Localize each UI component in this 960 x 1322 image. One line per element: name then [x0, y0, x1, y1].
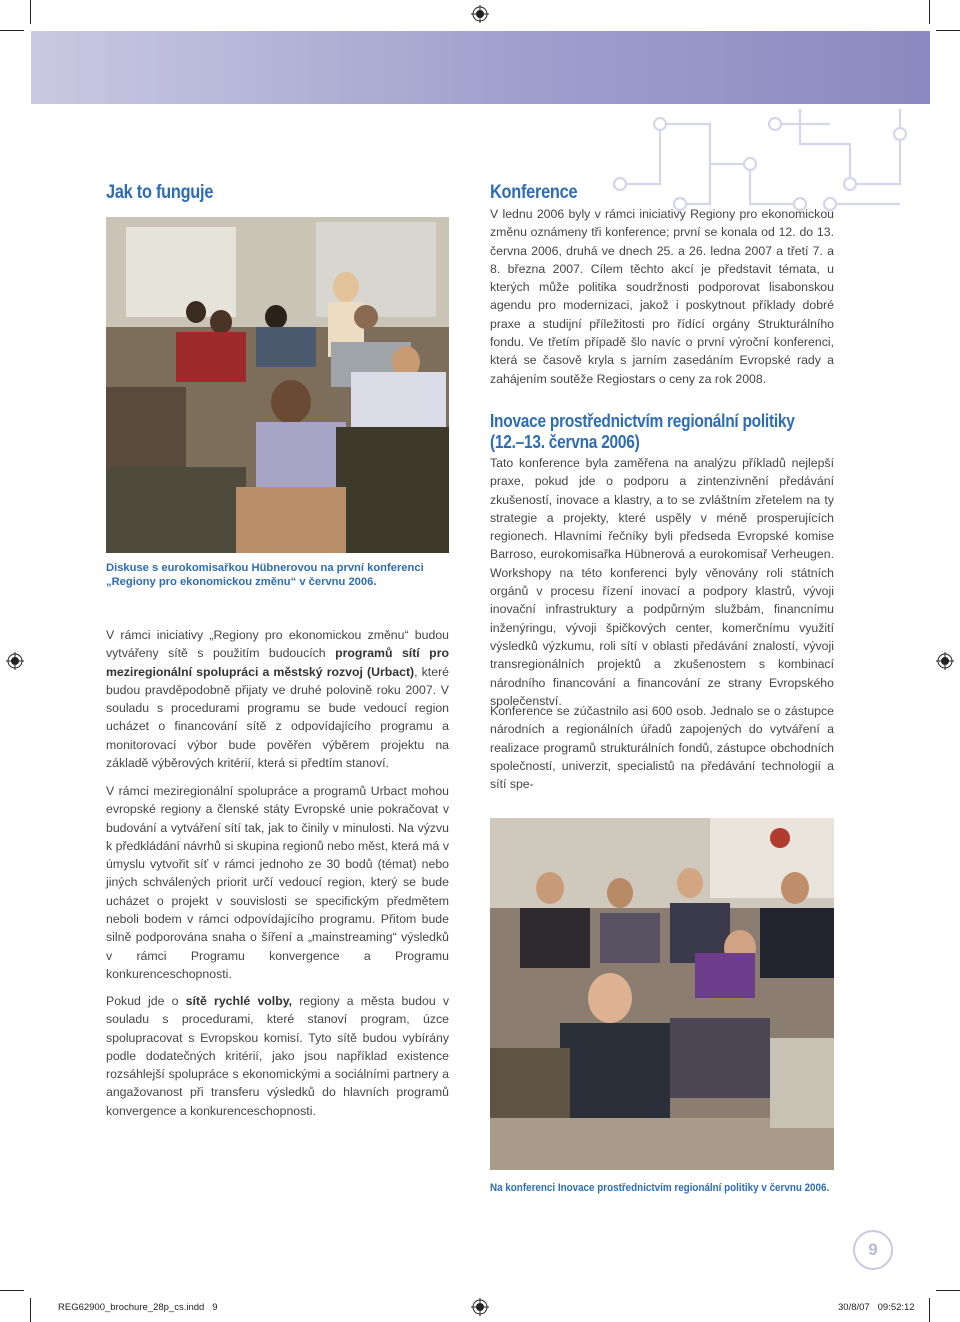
registration-mark-icon	[471, 5, 489, 23]
left-paragraph-1-text-a: V rámci iniciativy „Regiony pro ekonomickou změnu“ budou vytvářeny sítě s použitím budoucích	[106, 628, 449, 661]
left-paragraph-3-text-b: regiony a města budou v souladu s procedurami, které stanoví program, úzce spolupracovat s Evropskou komisí. Tyto sítě budou vybírány podle dodatečných kritérií, jako jsou například existence rozsáhlejší spolupráce s ekonomickými a sociálními partnery a angažovanost při transferu výsledků do hlavních programů konvergence a konkurenceschopnosti.	[106, 994, 449, 1118]
crop-mark	[936, 1290, 960, 1291]
section-heading-innovation-line1: Inovace prostřednictvím regionální politiky	[490, 411, 795, 431]
crop-mark	[30, 1298, 31, 1322]
right-paragraph-2: Tato konference byla zaměřena na analýzu příkladů nejlepší praxe, pokud jde o podporu a zintenzivnění předávání zkušeností, inovace a klastry, a to se zvláštním zřetelem na ty strategie a projekty, které uspěly v méně prosperujících regionech. Hlavními řečníky byli předseda Evropské komise Barroso, eurokomisařka Hübnerová a eurokomisař Verheugen. Workshopy na této konferenci byly věnovány roli státních orgánů v procesu řízení inovací a podpory klastrů, vývoji inovační infrastruktury a podpůrným službám, financnímu inženýringu, vývoji špičkových center, komerčnímu využití výsledků výzkumu, roli sítí v oblasti předávání znalostí, vývoji transregionálních projektů a zkušenostem s kombinací národního financování a financování ze strany Evropského společenství.	[490, 456, 834, 708]
left-paragraph-1	[106, 626, 449, 772]
registration-mark-icon	[471, 1298, 489, 1316]
crop-mark	[929, 0, 930, 24]
page-number: 9	[853, 1230, 893, 1270]
right-paragraph-1: V lednu 2006 byly v rámci iniciativy Regiony pro ekonomickou změnu oznámeny tři konference; první se konala od 12. do 13. června 2006, druhá ve dnech 25. a 26. ledna 2007 a třetí 7. a 8. března 2007. Cílem těchto akcí je představit témata, u kterých může politika soudržnosti podporovat lisabonskou agendu pro modernizaci, jakož i poskytnout příklady dobré praxe a studijní příležitosti pro řídící orgány Strukturálního fondu. Ve třetím případě šlo navíc o první výroční konferenci, která se časově kryla s jarním zasedáním Evropské rady a zahájením soutěže Regiostars o ceny za rok 2008.	[490, 207, 834, 386]
registration-mark-icon	[936, 652, 954, 670]
left-paragraph-3	[106, 992, 449, 1120]
left-paragraph-3-bold: sítě rychlé volby,	[185, 994, 293, 1008]
footer-timestamp: 30/8/07 09:52:12	[838, 1302, 915, 1313]
left-paragraph-1-bold: programů sítí pro meziregionální spolupráci a městský rozvoj (Urbact)	[106, 646, 449, 679]
section-heading-conferences: Konference	[490, 182, 578, 203]
section-heading-innovation	[490, 411, 795, 453]
crop-mark	[0, 30, 24, 31]
circuit-decoration	[600, 104, 930, 214]
right-photo-caption: Na konferenci Inovace prostřednictvím regionální politiky v červnu 2006.	[490, 1182, 830, 1194]
header-band	[31, 31, 930, 104]
crop-mark	[0, 1290, 24, 1291]
crop-mark	[30, 0, 31, 24]
section-heading-how-it-works: Jak to funguje	[106, 182, 214, 203]
registration-mark-icon	[6, 652, 24, 670]
left-paragraph-1-text-b: , které budou pravděpodobně přijaty ve druhé polovině roku 2007. V souladu s procedurami programu se bude vedoucí region ucházet o financování sítě z odpovídajícího programu a monitorovací výbor bude pověřen výběrem projektu na základě výběrových kritérií, která si předtím stanoví.	[106, 664, 450, 771]
conference-photo-innovation	[490, 818, 834, 1170]
left-photo-caption: Diskuse s eurokomisařkou Hübnerovou na první konferenci „Regiony pro ekonomickou změnu“ v červnu 2006.	[106, 562, 424, 588]
footer-file-name: REG62900_brochure_28p_cs.indd 9	[58, 1302, 218, 1313]
conference-photo-hubner	[106, 217, 449, 553]
crop-mark	[936, 30, 960, 31]
left-paragraph-3-text-a: Pokud jde o	[106, 994, 186, 1008]
left-paragraph-2: V rámci meziregionální spolupráce a programů Urbact mohou evropské regiony a členské státy Evropské unie pokračovat v budování a vytváření sítí tak, jak to činily v minulosti. Na výzvu k předkládání návrhů si skupina regionů nebo měst, která má v úmyslu vytvořit síť v rámci jednoho ze 30 bodů (témat) nebo jiných schválených priorit určí vedoucí region, který se bude ucházet o projekt v souvislosti se specifickým předmětem neboli bodem v rámci odpovídajícího programu. Přitom bude silně podporována snaha o šíření a „mainstreaming“ výsledků v rámci Programu konvergence a Programu konkurenceschopnosti.	[106, 784, 449, 981]
section-heading-innovation-line2: (12.–13. června 2006)	[490, 432, 640, 452]
right-paragraph-3: Konference se zúčastnilo asi 600 osob. Jednalo se o zástupce národních a regionálních úřadů zapojených do vytváření a realizace programů strukturálních fondů, zástupce obchodních společností, univerzit, specialistů na předávání technologií a sítí spe-	[490, 704, 834, 792]
crop-mark	[929, 1298, 930, 1322]
